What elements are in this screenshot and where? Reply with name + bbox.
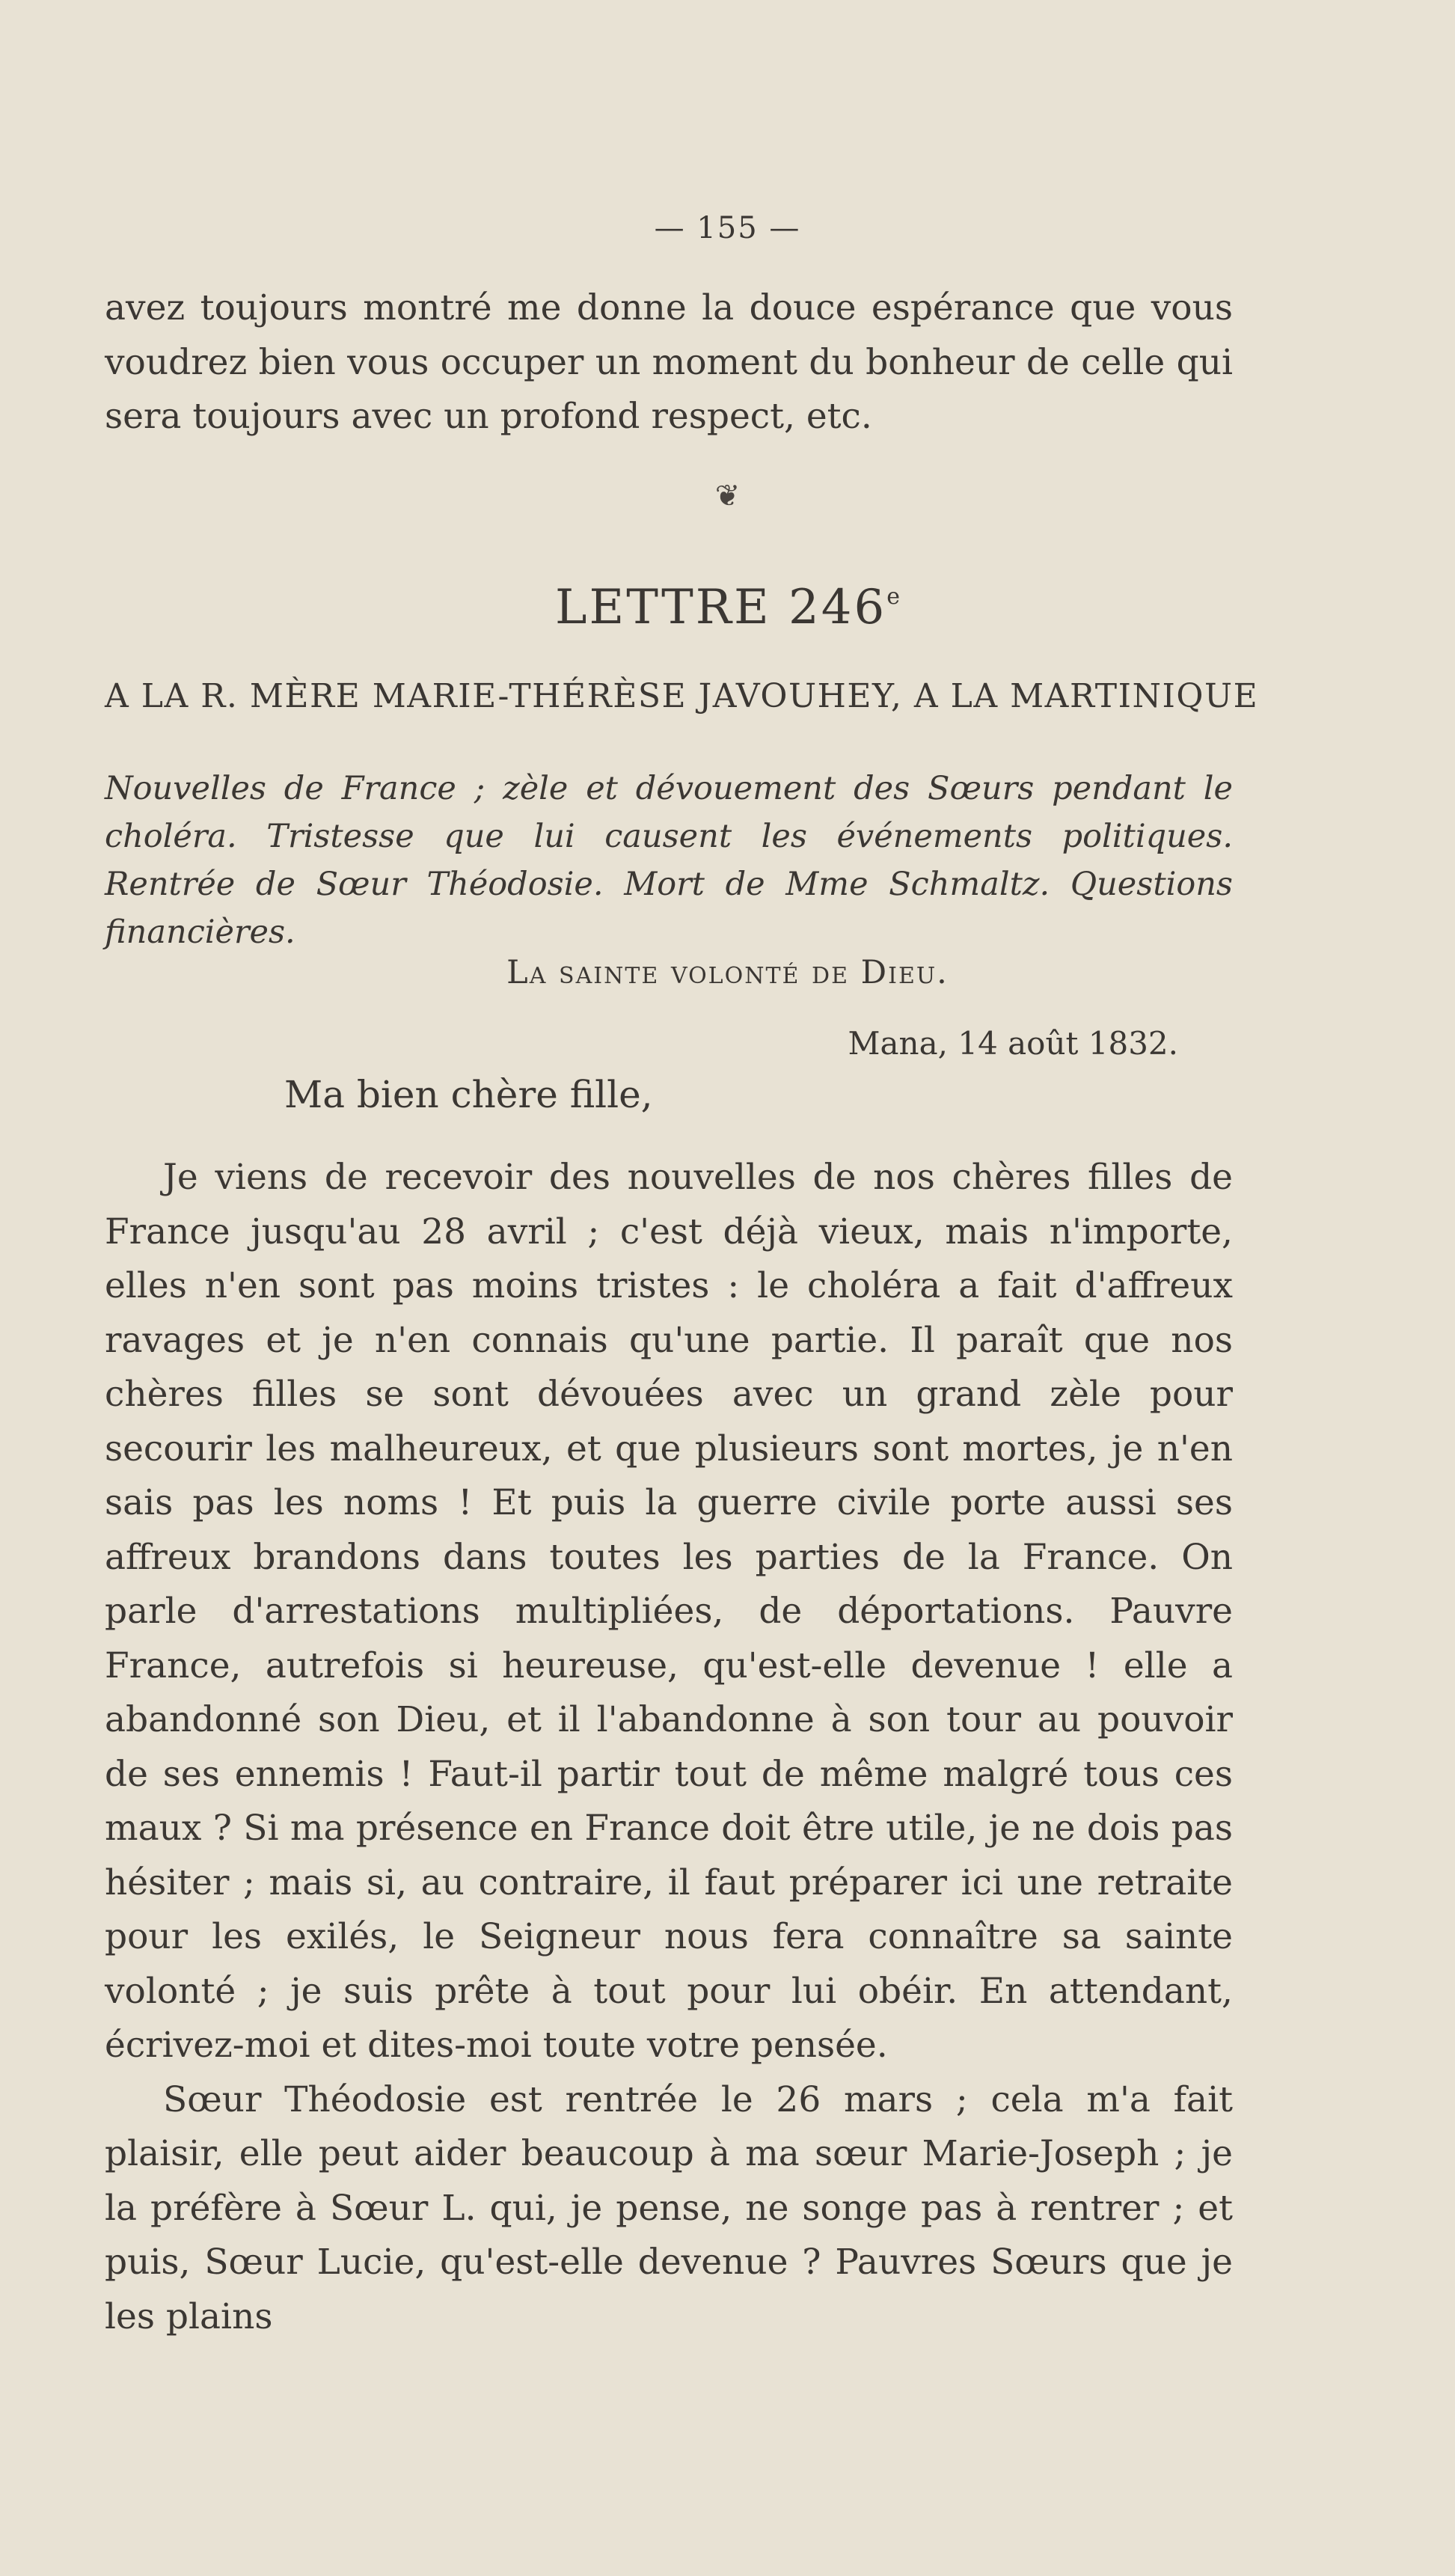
letter-title: [0, 580, 1455, 635]
letter-title-suffix: e: [886, 584, 900, 610]
letter-title-text: LETTRE 246: [555, 580, 887, 635]
intro-text: avez toujours montré me donne la douce espérance que vous voudrez bien vous occuper un moment du bonheur de celle qui sera toujours avec un profond respect, etc.: [105, 287, 1233, 437]
letter-recipient: A LA R. MÈRE MARIE-THÉRÈSE JAVOUHEY, A LA MARTINIQUE: [105, 677, 1259, 715]
body-paragraph: Je viens de recevoir des nouvelles de nos chères filles de France jusqu'au 28 avril ; c'est déjà vieux, mais n'importe, elles n'en sont pas moins tristes : le choléra a fait d'affreux ravages et je n'en connais qu'une partie. Il paraît que nos chères filles se sont dévouées avec un grand zèle pour secourir les malheureux, et que plusieurs sont mortes, je n'en sais pas les noms ! Et puis la guerre civile porte aussi ses affreux brandons dans toutes les parties de la France. On parle d'arrestations multipliées, de déportations. Pauvre France, autrefois si heureuse, qu'est-elle devenue ! elle a abandonné son Dieu, et il l'abandonne à son tour au pouvoir de ses ennemis ! Faut-il partir tout de même malgré tous ces maux ? Si ma présence en France doit être utile, je ne dois pas hésiter ; mais si, au contraire, il faut préparer ici une retraite pour les exilés, le Seigneur nous fera connaître sa sainte volonté ; je suis prête à tout pour lui obéir. En attendant, écrivez-moi et dites-moi toute votre pensée.: [105, 1157, 1233, 2066]
letter-motto: La sainte volonté de Dieu.: [506, 954, 949, 991]
letter-body: [105, 1151, 1233, 2344]
body-paragraph: Sœur Théodosie est rentrée le 26 mars ; cela m'a fait plaisir, elle peut aider beaucoup à ma sœur Marie-Joseph ; je la préfère à Sœur L. qui, je pense, ne songe pas à rentrer ; et puis, Sœur Lucie, qu'est-elle devenue ? Pauvres Sœurs que je les plains: [105, 2078, 1233, 2337]
letter-salutation: Ma bien chère fille,: [284, 1073, 653, 1116]
letter-summary: Nouvelles de France ; zèle et dévouement des Sœurs pendant le choléra. Tristesse que lui causent les événements politiques. Rentrée de Sœur Théodosie. Mort de Mme Schmaltz. Questions financières.: [105, 770, 1233, 951]
intro-paragraph: [105, 281, 1233, 444]
fleuron-ornament-icon: ❦: [714, 479, 741, 513]
letter-date-line: Mana, 14 août 1832.: [848, 1025, 1178, 1062]
page-number: — 155 —: [654, 211, 801, 245]
